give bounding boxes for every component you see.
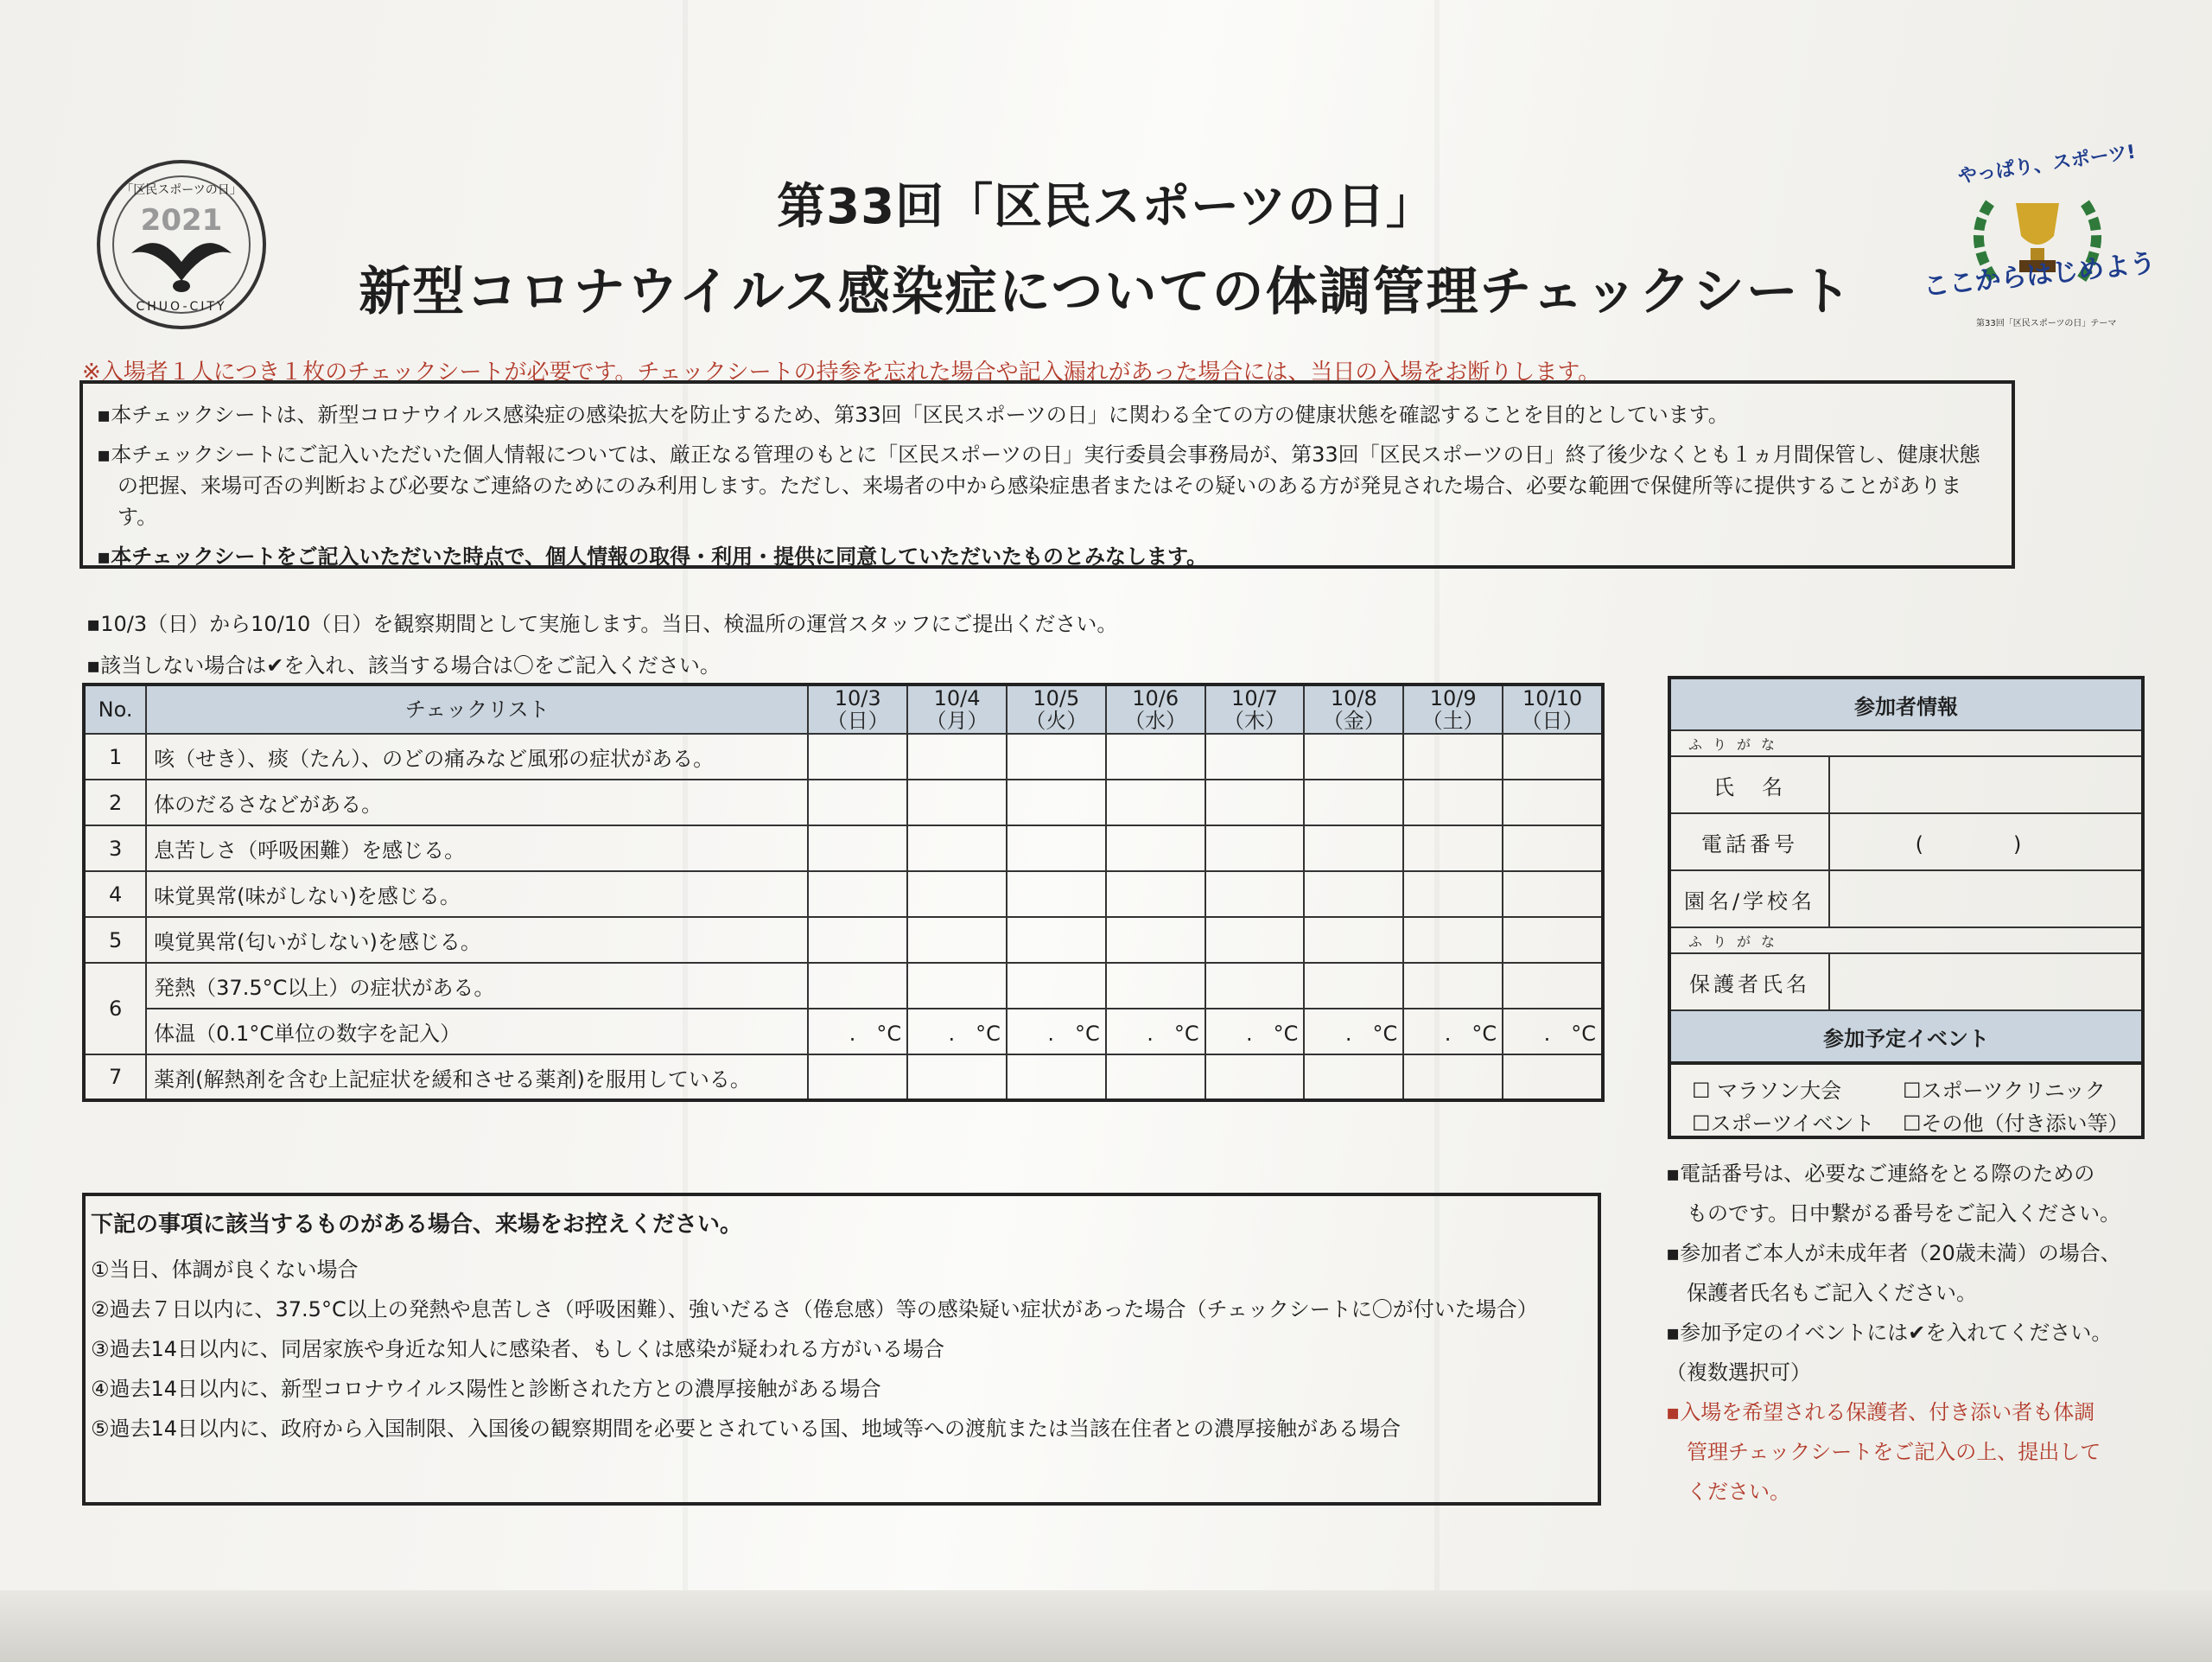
row-item: 発熱（37.5°C以上）の症状がある。 [146,963,808,1009]
furigana-label[interactable]: ふりがな [1669,730,2143,756]
check-cell[interactable] [1205,1054,1305,1100]
header-day: 10/8 （金） [1304,685,1403,734]
participant-info-title: 参加者情報 [1669,678,2143,730]
checklist-row [84,917,1603,963]
temperature-cell[interactable]: . °C [1205,1009,1305,1054]
check-cell[interactable] [1007,1054,1106,1100]
side-note: （複数選択可） [1666,1360,1811,1385]
header-day: 10/7 （木） [1205,685,1305,734]
row-number: 1 [84,734,146,780]
header-checklist: チェックリスト [146,685,808,734]
notice-personal-info-cont: の把握、来場可否の判断および必要なご連絡のためにのみ利用します。ただし、来場者の中から感染症患者またはその疑いのある方が発見された場合、必要な範囲で保健所等に提供することがあります。 [118,474,1962,529]
header-day: 10/9 （土） [1403,685,1503,734]
marking-instruction: ▪該当しない場合は✔を入れ、該当する場合は〇をご記入ください。 [86,653,721,678]
check-cell[interactable] [1007,917,1106,963]
check-cell[interactable] [1007,780,1106,825]
check-cell[interactable] [907,871,1007,917]
check-cell[interactable] [1205,780,1305,825]
event-checkbox-sports-event[interactable]: ☐スポーツイベント [1692,1111,1875,1136]
check-cell[interactable] [1205,825,1305,871]
check-cell[interactable] [1503,917,1603,963]
checklist-row [84,963,1603,1009]
check-cell[interactable] [1403,1054,1503,1100]
check-cell[interactable] [808,734,907,780]
sheet-title: 新型コロナウイルス感染症についての体調管理チェックシート [359,262,1853,322]
phone-field[interactable]: ( ) [1829,813,2143,870]
check-cell[interactable] [1106,917,1205,963]
check-cell[interactable] [1503,734,1603,780]
check-cell[interactable] [1304,963,1403,1009]
check-cell[interactable] [1205,963,1305,1009]
check-cell[interactable] [907,734,1007,780]
notice-purpose: ▪本チェックシートは、新型コロナウイルス感染症の感染拡大を防止するため、第33回「区民スポーツの日」に関わる全ての方の健康状態を確認することを目的としています。 [97,403,1729,427]
checklist-row [84,734,1603,780]
side-note: ものです。日中繋がる番号をご記入ください。 [1666,1201,2121,1226]
check-cell[interactable] [808,917,907,963]
check-cell[interactable] [1503,780,1603,825]
event-checkbox-marathon[interactable]: ☐ マラソン大会 [1692,1079,1842,1103]
checklist-row [84,780,1603,825]
logo-slogan-bottom: ここからはじめよう [1922,247,2158,302]
check-cell[interactable] [1205,734,1305,780]
check-cell[interactable] [808,825,907,871]
observation-period-note: ▪10/3（日）から10/10（日）を観察期間として実施します。当日、検温所の運営スタッフにご提出ください。 [86,612,1118,636]
row-item: 咳（せき）、痰（たん）、のどの痛みなど風邪の症状がある。 [146,734,808,780]
row-number: 2 [84,780,146,825]
seal-bottom-text: CHUO-CITY [136,300,227,314]
check-cell[interactable] [1304,780,1403,825]
header-day: 10/4 （月） [907,685,1007,734]
logo-slogan-top: やっぱり、スポーツ! [1956,141,2138,188]
check-cell[interactable] [907,917,1007,963]
check-cell[interactable] [907,825,1007,871]
refrain-item: ④過去14日以内に、新型コロナウイルス陽性と診断された方との濃厚接触がある場合 [91,1377,881,1401]
check-cell[interactable] [1304,871,1403,917]
refrain-item: ⑤過去14日以内に、政府から入国制限、入国後の観察期間を必要とされている国、地域等への渡航または当該在住者との濃厚接触がある場合 [91,1417,1402,1441]
check-cell[interactable] [1403,963,1503,1009]
checklist-row [84,1054,1603,1100]
event-title: 第33回「区民スポーツの日」 [777,179,1435,235]
refrain-item: ②過去７日以内に、37.5°C以上の発熱や息苦しさ（呼吸困難）、強いだるさ（倦怠感）等の感染疑い症状があった場合（チェックシートに〇が付いた場合） [91,1297,1538,1321]
check-cell[interactable] [1007,963,1106,1009]
check-cell[interactable] [1304,825,1403,871]
refrain-heading: 下記の事項に該当するものがある場合、来場をお控えください。 [91,1212,743,1238]
health-checklist-table [82,683,1605,1102]
header-no: No. [84,685,146,734]
side-note: ▪電話番号は、必要なご連絡をとる際のための [1666,1162,2095,1186]
row-item-temperature: 体温（0.1°C単位の数字を記入） [146,1009,808,1054]
check-cell[interactable] [1304,1054,1403,1100]
temperature-cell[interactable]: . °C [907,1009,1007,1054]
check-cell[interactable] [1205,917,1305,963]
check-cell[interactable] [1503,825,1603,871]
participant-info-table [1668,676,2145,1065]
check-cell[interactable] [1503,963,1603,1009]
row-item: 味覚異常(味がしない)を感じる。 [146,871,808,917]
check-cell[interactable] [1007,734,1106,780]
check-cell[interactable] [1007,871,1106,917]
check-cell[interactable] [1106,871,1205,917]
check-cell[interactable] [1304,734,1403,780]
refrain-item: ③過去14日以内に、同居家族や身近な知人に感染者、もしくは感染が疑われる方がいる場合 [91,1337,945,1361]
temperature-cell[interactable]: . °C [1403,1009,1503,1054]
logo-caption: 第33回「区民スポーツの日」テーマ [1976,319,2117,328]
temperature-cell[interactable]: . °C [1304,1009,1403,1054]
entry-warning: ※入場者１人につき１枚のチェックシートが必要です。チェックシートの持参を忘れた場合や記入漏れがあった場合には、当日の入場をお断りします。 [82,360,1601,385]
row-number: 7 [84,1054,146,1100]
header-day: 10/10 （日） [1503,685,1603,734]
check-cell[interactable] [1007,825,1106,871]
temperature-cell[interactable]: . °C [1106,1009,1205,1054]
temperature-cell[interactable]: . °C [1503,1009,1603,1054]
row-number: 3 [84,825,146,871]
events-title: 参加予定イベント [1669,1010,2143,1063]
school-label: 園名/学校名 [1669,870,1829,927]
guardian-label: 保護者氏名 [1669,953,1829,1010]
check-cell[interactable] [1106,825,1205,871]
check-cell[interactable] [1503,871,1603,917]
row-number: 4 [84,871,146,917]
check-cell[interactable] [1106,734,1205,780]
checklist-row [84,825,1603,871]
check-cell[interactable] [1304,917,1403,963]
check-cell[interactable] [907,780,1007,825]
check-cell[interactable] [1503,1054,1603,1100]
check-cell[interactable] [907,1054,1007,1100]
school-field[interactable] [1829,870,2143,927]
header-day: 10/5 （火） [1007,685,1106,734]
temperature-row [84,1009,1603,1054]
seal-year: 2021 [140,203,223,238]
checklist-row [84,871,1603,917]
check-cell[interactable] [1403,871,1503,917]
header-day: 10/6 （水） [1106,685,1205,734]
event-checkbox-other[interactable]: ☐その他（付き添い等） [1903,1111,2129,1136]
side-note-red: ▪入場を希望される保護者、付き添い者も体調 [1666,1400,2095,1424]
refrain-item: ①当日、体調が良くない場合 [91,1258,359,1282]
seal-top-text: 「区民スポーツの日」 [121,183,242,197]
row-item: 嗅覚異常(匂いがしない)を感じる。 [146,917,808,963]
check-cell[interactable] [1106,963,1205,1009]
guardian-field[interactable] [1829,953,2143,1010]
event-checkbox-clinic[interactable]: ☐スポーツクリニック [1903,1079,2106,1103]
side-note-red: ください。 [1666,1480,1790,1504]
refrain-conditions-box [82,1193,1601,1506]
row-number: 5 [84,917,146,963]
privacy-notice-box [79,380,2015,569]
events-options [1668,1061,2145,1139]
name-label: 氏 名 [1669,756,1829,813]
row-item: 体のだるさなどがある。 [146,780,808,825]
check-cell[interactable] [1403,780,1503,825]
check-cell[interactable] [808,1054,907,1100]
row-item: 息苦しさ（呼吸困難）を感じる。 [146,825,808,871]
check-cell[interactable] [1403,734,1503,780]
row-number: 6 [84,963,146,1054]
check-cell[interactable] [1106,780,1205,825]
side-note: ▪参加者ご本人が未成年者（20歳未満）の場合、 [1666,1241,2121,1265]
check-cell[interactable] [1106,1054,1205,1100]
check-cell[interactable] [1403,917,1503,963]
temperature-cell[interactable]: . °C [808,1009,907,1054]
phone-label: 電話番号 [1669,813,1829,870]
notice-personal-info: ▪本チェックシートにご記入いただいた個人情報については、厳正なる管理のもとに「区民スポーツの日」実行委員会事務局が、第33回「区民スポーツの日」終了後少なくとも１ヵ月間保管し、健康状態 [97,443,1980,467]
check-cell[interactable] [1205,871,1305,917]
check-cell[interactable] [1403,825,1503,871]
name-field[interactable] [1829,756,2143,813]
header-day: 10/3 （日） [808,685,907,734]
notice-consent: ▪本チェックシートをご記入いただいた時点で、個人情報の取得・利用・提供に同意していただいたものとみなします。 [97,544,1208,569]
check-cell[interactable] [808,780,907,825]
side-note: 保護者氏名もご記入ください。 [1666,1281,1977,1305]
check-cell[interactable] [808,963,907,1009]
side-note-red: 管理チェックシートをご記入の上、提出して [1666,1440,2101,1464]
check-cell[interactable] [907,963,1007,1009]
check-cell[interactable] [808,871,907,917]
side-note: ▪参加予定のイベントには✔を入れてください。 [1666,1321,2113,1345]
temperature-cell[interactable]: . °C [1007,1009,1106,1054]
row-item: 薬剤(解熱剤を含む上記症状を緩和させる薬剤)を服用している。 [146,1054,808,1100]
paper-bottom-shadow [0,1590,2212,1662]
guardian-furigana-label[interactable]: ふりがな [1669,927,2143,953]
